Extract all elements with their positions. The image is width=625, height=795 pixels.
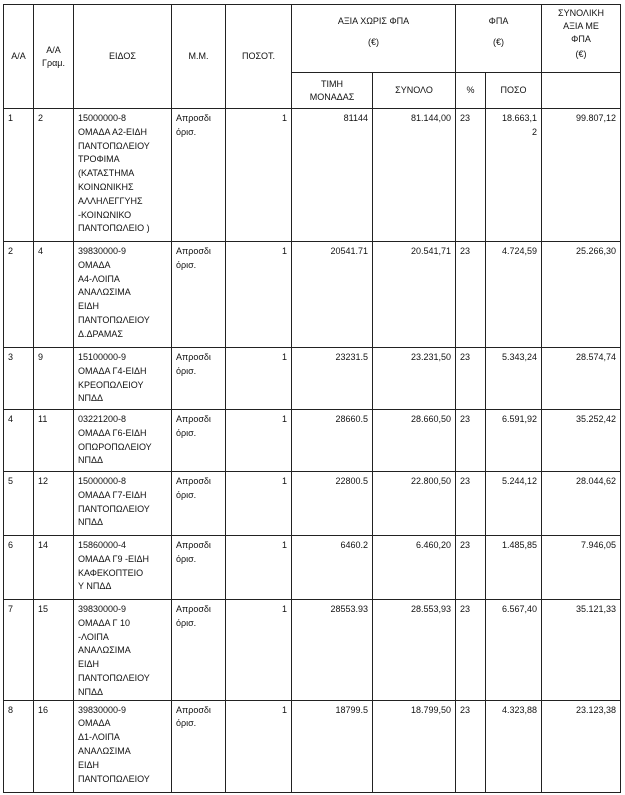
header-empty [542,73,621,109]
cell-percent: 23 [456,410,486,472]
header-percent: % [456,73,486,109]
cell-poso: 5.244,12 [486,472,542,536]
cell-percent: 23 [456,348,486,410]
table-row [4,472,621,536]
cell-poso: 18.663,1 2 [486,109,542,242]
cell-posot: 1 [226,109,292,242]
cell-timi-monadas: 20541.71 [292,242,373,348]
cell-poso: 5.343,24 [486,348,542,410]
table-row [4,700,621,792]
table-row [4,600,621,701]
cell-poso: 4.323,88 [486,700,542,792]
cell-mm: Απροσδι όρισ. [172,536,226,600]
cell-posot: 1 [226,348,292,410]
header-axia-xoris-fpa: ΑΞΙΑ ΧΩΡΙΣ ΦΠΑ (€) [292,5,456,73]
cell-eidos: 03221200-8 ΟΜΑΔΑ Γ6-ΕΙΔΗ ΟΠΩΡΟΠΩΛΕΙΟΥ ΝΠΔΔ [74,410,172,472]
cell-synoliki: 99.807,12 [542,109,621,242]
cell-synolo: 22.800,50 [373,472,456,536]
cell-aa: 2 [4,242,34,348]
header-synolo: ΣΥΝΟΛΟ [373,73,456,109]
cell-aa: 4 [4,410,34,472]
header-timi-monadas: ΤΙΜΗ ΜΟΝΑΔΑΣ [292,73,373,109]
cell-eidos: 15860000-4 ΟΜΑΔΑ Γ9 -ΕΙΔΗ ΚΑΦΕΚΟΠΤΕΙΟ Υ ΝΠΔΔ [74,536,172,600]
cell-aa-gram: 9 [34,348,74,410]
cell-synolo: 23.231,50 [373,348,456,410]
cell-mm: Απροσδι όρισ. [172,410,226,472]
cell-eidos: 15000000-8 ΟΜΑΔΑ Α2-ΕΙΔΗ ΠΑΝΤΟΠΩΛΕΙΟΥ ΤΡΟΦΙΜΑ (ΚΑΤΑΣΤΗΜΑ ΚΟΙΝΩΝΙΚΗΣ ΑΛΛΗΛΕΓΓΥΗΣ -ΚΟΙΝΩΝΙΚΟ ΠΑΝΤΟΠΩΛΕΙΟ ) [74,109,172,242]
cell-percent: 23 [456,536,486,600]
cell-timi-monadas: 28660.5 [292,410,373,472]
cell-poso: 4.724,59 [486,242,542,348]
cell-eidos: 39830000-9 ΟΜΑΔΑ Γ 10 -ΛΟΙΠΑ ΑΝΑΛΩΣΙΜΑ ΕΙΔΗ ΠΑΝΤΟΠΩΛΕΙΟΥ ΝΠΔΔ [74,600,172,701]
header-poso: ΠΟΣΟ [486,73,542,109]
header-eidos: ΕΙΔΟΣ [74,5,172,109]
cell-aa: 6 [4,536,34,600]
header-synoliki-axia: ΣΥΝΟΛΙΚΗ ΑΞΙΑ ΜΕ ΦΠΑ (€) [542,5,621,73]
cell-posot: 1 [226,472,292,536]
cell-synolo: 81.144,00 [373,109,456,242]
cell-timi-monadas: 28553.93 [292,600,373,701]
table-row [4,109,621,242]
cell-synoliki: 25.266,30 [542,242,621,348]
cell-aa-gram: 2 [34,109,74,242]
cell-aa-gram: 12 [34,472,74,536]
cell-synolo: 28.553,93 [373,600,456,701]
cell-poso: 1.485,85 [486,536,542,600]
cell-timi-monadas: 81144 [292,109,373,242]
cell-percent: 23 [456,600,486,701]
cell-mm: Απροσδι όρισ. [172,472,226,536]
cell-synolo: 28.660,50 [373,410,456,472]
cell-synolo: 6.460,20 [373,536,456,600]
cell-synoliki: 35.252,42 [542,410,621,472]
cell-eidos: 15000000-8 ΟΜΑΔΑ Γ7-ΕΙΔΗ ΠΑΝΤΟΠΩΛΕΙΟΥ ΝΠΔΔ [74,472,172,536]
cell-mm: Απροσδι όρισ. [172,348,226,410]
cell-aa: 8 [4,700,34,792]
cell-synolo: 18.799,50 [373,700,456,792]
cell-posot: 1 [226,410,292,472]
cell-aa: 3 [4,348,34,410]
cell-mm: Απροσδι όρισ. [172,700,226,792]
cell-aa-gram: 11 [34,410,74,472]
table-row [4,410,621,472]
cell-timi-monadas: 23231.5 [292,348,373,410]
cell-synoliki: 28.574,74 [542,348,621,410]
cell-mm: Απροσδι όρισ. [172,600,226,701]
cell-synoliki: 23.123,38 [542,700,621,792]
cell-percent: 23 [456,700,486,792]
cell-eidos: 39830000-9 ΟΜΑΔΑ Α4-ΛΟΙΠΑ ΑΝΑΛΩΣΙΜΑ ΕΙΔΗ ΠΑΝΤΟΠΩΛΕΙΟΥ Δ.ΔΡΑΜΑΣ [74,242,172,348]
cell-aa-gram: 16 [34,700,74,792]
cell-timi-monadas: 6460.2 [292,536,373,600]
header-aa-gram: Α/Α Γραμ. [34,5,74,109]
cell-timi-monadas: 18799.5 [292,700,373,792]
cell-aa: 5 [4,472,34,536]
cell-aa: 1 [4,109,34,242]
cell-mm: Απροσδι όρισ. [172,109,226,242]
cell-percent: 23 [456,109,486,242]
cell-poso: 6.591,92 [486,410,542,472]
cell-posot: 1 [226,242,292,348]
cell-synoliki: 28.044,62 [542,472,621,536]
table-row [4,536,621,600]
cell-mm: Απροσδι όρισ. [172,242,226,348]
header-aa: Α/Α [4,5,34,109]
cell-posot: 1 [226,536,292,600]
table-row [4,242,621,348]
cell-aa: 7 [4,600,34,701]
cell-poso: 6.567,40 [486,600,542,701]
table-row [4,348,621,410]
cell-eidos: 15100000-9 ΟΜΑΔΑ Γ4-ΕΙΔΗ ΚΡΕΟΠΩΛΕΙΟΥ ΝΠΔΔ [74,348,172,410]
cell-posot: 1 [226,600,292,701]
header-fpa: ΦΠΑ (€) [456,5,542,73]
header-posot: ΠΟΣΟΤ. [226,5,292,109]
cell-timi-monadas: 22800.5 [292,472,373,536]
cell-percent: 23 [456,242,486,348]
cell-eidos: 39830000-9 ΟΜΑΔΑ Δ1-ΛΟΙΠΑ ΑΝΑΛΩΣΙΜΑ ΕΙΔΗ ΠΑΝΤΟΠΩΛΕΙΟΥ [74,700,172,792]
cell-synoliki: 35.121,33 [542,600,621,701]
cell-aa-gram: 15 [34,600,74,701]
cell-synoliki: 7.946,05 [542,536,621,600]
cell-aa-gram: 14 [34,536,74,600]
cell-synolo: 20.541,71 [373,242,456,348]
cell-aa-gram: 4 [34,242,74,348]
cell-posot: 1 [226,700,292,792]
items-table [3,4,621,793]
cell-percent: 23 [456,472,486,536]
header-mm: Μ.Μ. [172,5,226,109]
